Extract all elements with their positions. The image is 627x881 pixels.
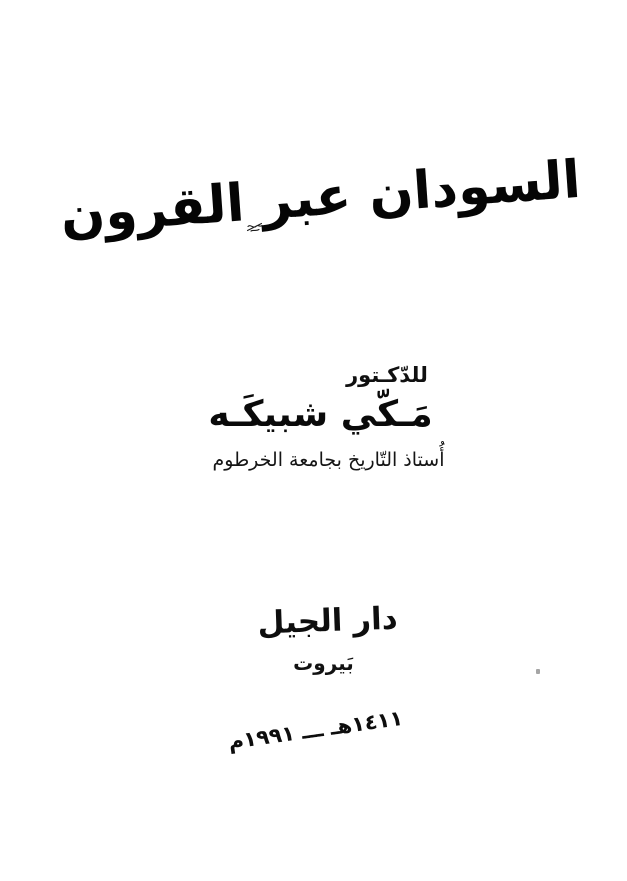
calligrapher-signature-icon xyxy=(246,221,264,233)
publication-date: ١٤١١هـ ـــ ١٩٩١م xyxy=(226,705,405,755)
scan-artifact-speck xyxy=(536,669,540,674)
author-affiliation: أُستاذ التّاريخ بجامعة الخرطوم xyxy=(212,449,445,471)
book-title: السودان عبر القرون xyxy=(58,149,583,247)
publisher-city: بَيروت xyxy=(293,651,354,675)
author-byline: للدّكـتور xyxy=(346,363,428,387)
publisher-name: دار الجيل xyxy=(256,600,399,642)
author-name: مَـكّي شبيكَـه xyxy=(208,394,433,435)
